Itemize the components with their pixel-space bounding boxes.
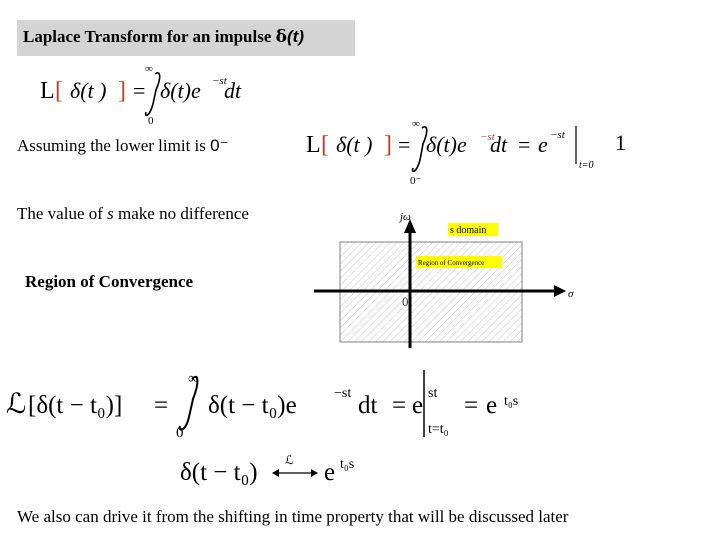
transform-pair bbox=[178, 450, 378, 490]
lower-limit-value: 0⁻ bbox=[210, 136, 229, 155]
delta-t: δ(t ) bbox=[336, 132, 373, 157]
region-heading: Region of Convergence bbox=[25, 272, 194, 291]
arrow-right-head bbox=[311, 469, 318, 477]
integrand: δ(t)e bbox=[426, 132, 467, 157]
upper-limit: ∞ bbox=[145, 63, 153, 75]
evaluation-point: t=0 bbox=[579, 160, 594, 171]
laplace-impulse-formula bbox=[36, 62, 266, 126]
laplace-operator: L bbox=[40, 78, 55, 104]
integrand: δ(t − t₀)e bbox=[208, 392, 297, 419]
equals-sign-2: = bbox=[392, 392, 407, 419]
exponent: −st bbox=[480, 131, 495, 143]
variable-s: s bbox=[107, 204, 114, 223]
result-value: 1 bbox=[615, 130, 626, 155]
exp-power: st bbox=[428, 386, 438, 401]
laplace-impulse-evaluation bbox=[302, 118, 632, 190]
right-bracket: ] bbox=[384, 132, 392, 158]
sigma-label: σ bbox=[568, 288, 574, 300]
evaluation-point: t=t₀ bbox=[428, 422, 449, 437]
jw-label: jω bbox=[400, 211, 411, 223]
origin-label: 0 bbox=[402, 294, 409, 309]
slide-title bbox=[17, 20, 355, 56]
value-text-after: make no difference bbox=[118, 204, 249, 223]
value-text-before: The value of bbox=[17, 204, 103, 223]
title-arg: (t) bbox=[287, 27, 304, 46]
exp-power: −st bbox=[550, 129, 565, 141]
lower-limit: 0 bbox=[148, 115, 154, 126]
s-plane-diagram bbox=[300, 205, 600, 355]
title-text: Laplace Transform for an impulse bbox=[23, 27, 272, 46]
value-of-s-line bbox=[17, 204, 249, 224]
delta-t: δ(t ) bbox=[70, 78, 107, 103]
integral-sign bbox=[146, 73, 160, 116]
exp-base: e bbox=[412, 392, 424, 419]
left-bracket: [ bbox=[55, 78, 63, 104]
lower-limit: 0 bbox=[176, 425, 184, 441]
left-bracket: [ bbox=[321, 132, 329, 158]
exponent: −st bbox=[212, 75, 227, 87]
equals-sign: = bbox=[154, 392, 169, 419]
assumption-line bbox=[17, 136, 229, 156]
lhs-expression: [δ(t − t₀)] bbox=[28, 392, 123, 419]
equals-sign: = bbox=[133, 78, 146, 103]
exp-base: e bbox=[538, 132, 548, 157]
upper-limit: ∞ bbox=[412, 118, 420, 130]
equals-sign-3: = bbox=[464, 392, 479, 419]
pair-exponent: t₀s bbox=[340, 457, 355, 472]
right-bracket: ] bbox=[118, 78, 126, 104]
integrand: δ(t)e bbox=[160, 78, 201, 103]
exp-power-2: t₀s bbox=[504, 394, 519, 409]
exp-base-2: e bbox=[486, 392, 498, 419]
upper-limit: ∞ bbox=[188, 371, 199, 387]
roc-label: Region of Convergence bbox=[418, 259, 485, 267]
pair-lhs: δ(t − t₀) bbox=[180, 459, 258, 486]
delta-symbol: δ bbox=[275, 27, 287, 47]
assumption-text: Assuming the lower limit is bbox=[17, 136, 206, 155]
sigma-axis-arrow bbox=[554, 285, 566, 297]
differential: dt bbox=[224, 78, 242, 103]
laplace-operator: L bbox=[306, 132, 321, 158]
shifted-impulse-formula bbox=[4, 365, 544, 445]
arrow-left-head bbox=[272, 469, 279, 477]
integral-sign bbox=[413, 127, 427, 172]
laplace-script-L: ℒ bbox=[6, 389, 27, 420]
equals-sign: = bbox=[398, 132, 411, 157]
footer-note: We also can drive it from the shifting in time property that will be discussed later bbox=[17, 507, 569, 526]
equals-sign-2: = bbox=[518, 132, 531, 157]
exponent: −st bbox=[334, 386, 352, 401]
pair-rhs: e bbox=[324, 459, 336, 486]
differential: dt bbox=[490, 132, 508, 157]
pair-arrow-label: ℒ bbox=[285, 453, 294, 467]
s-domain-label: s domain bbox=[450, 225, 487, 236]
differential: dt bbox=[358, 392, 378, 419]
lower-limit: 0⁻ bbox=[410, 175, 422, 187]
